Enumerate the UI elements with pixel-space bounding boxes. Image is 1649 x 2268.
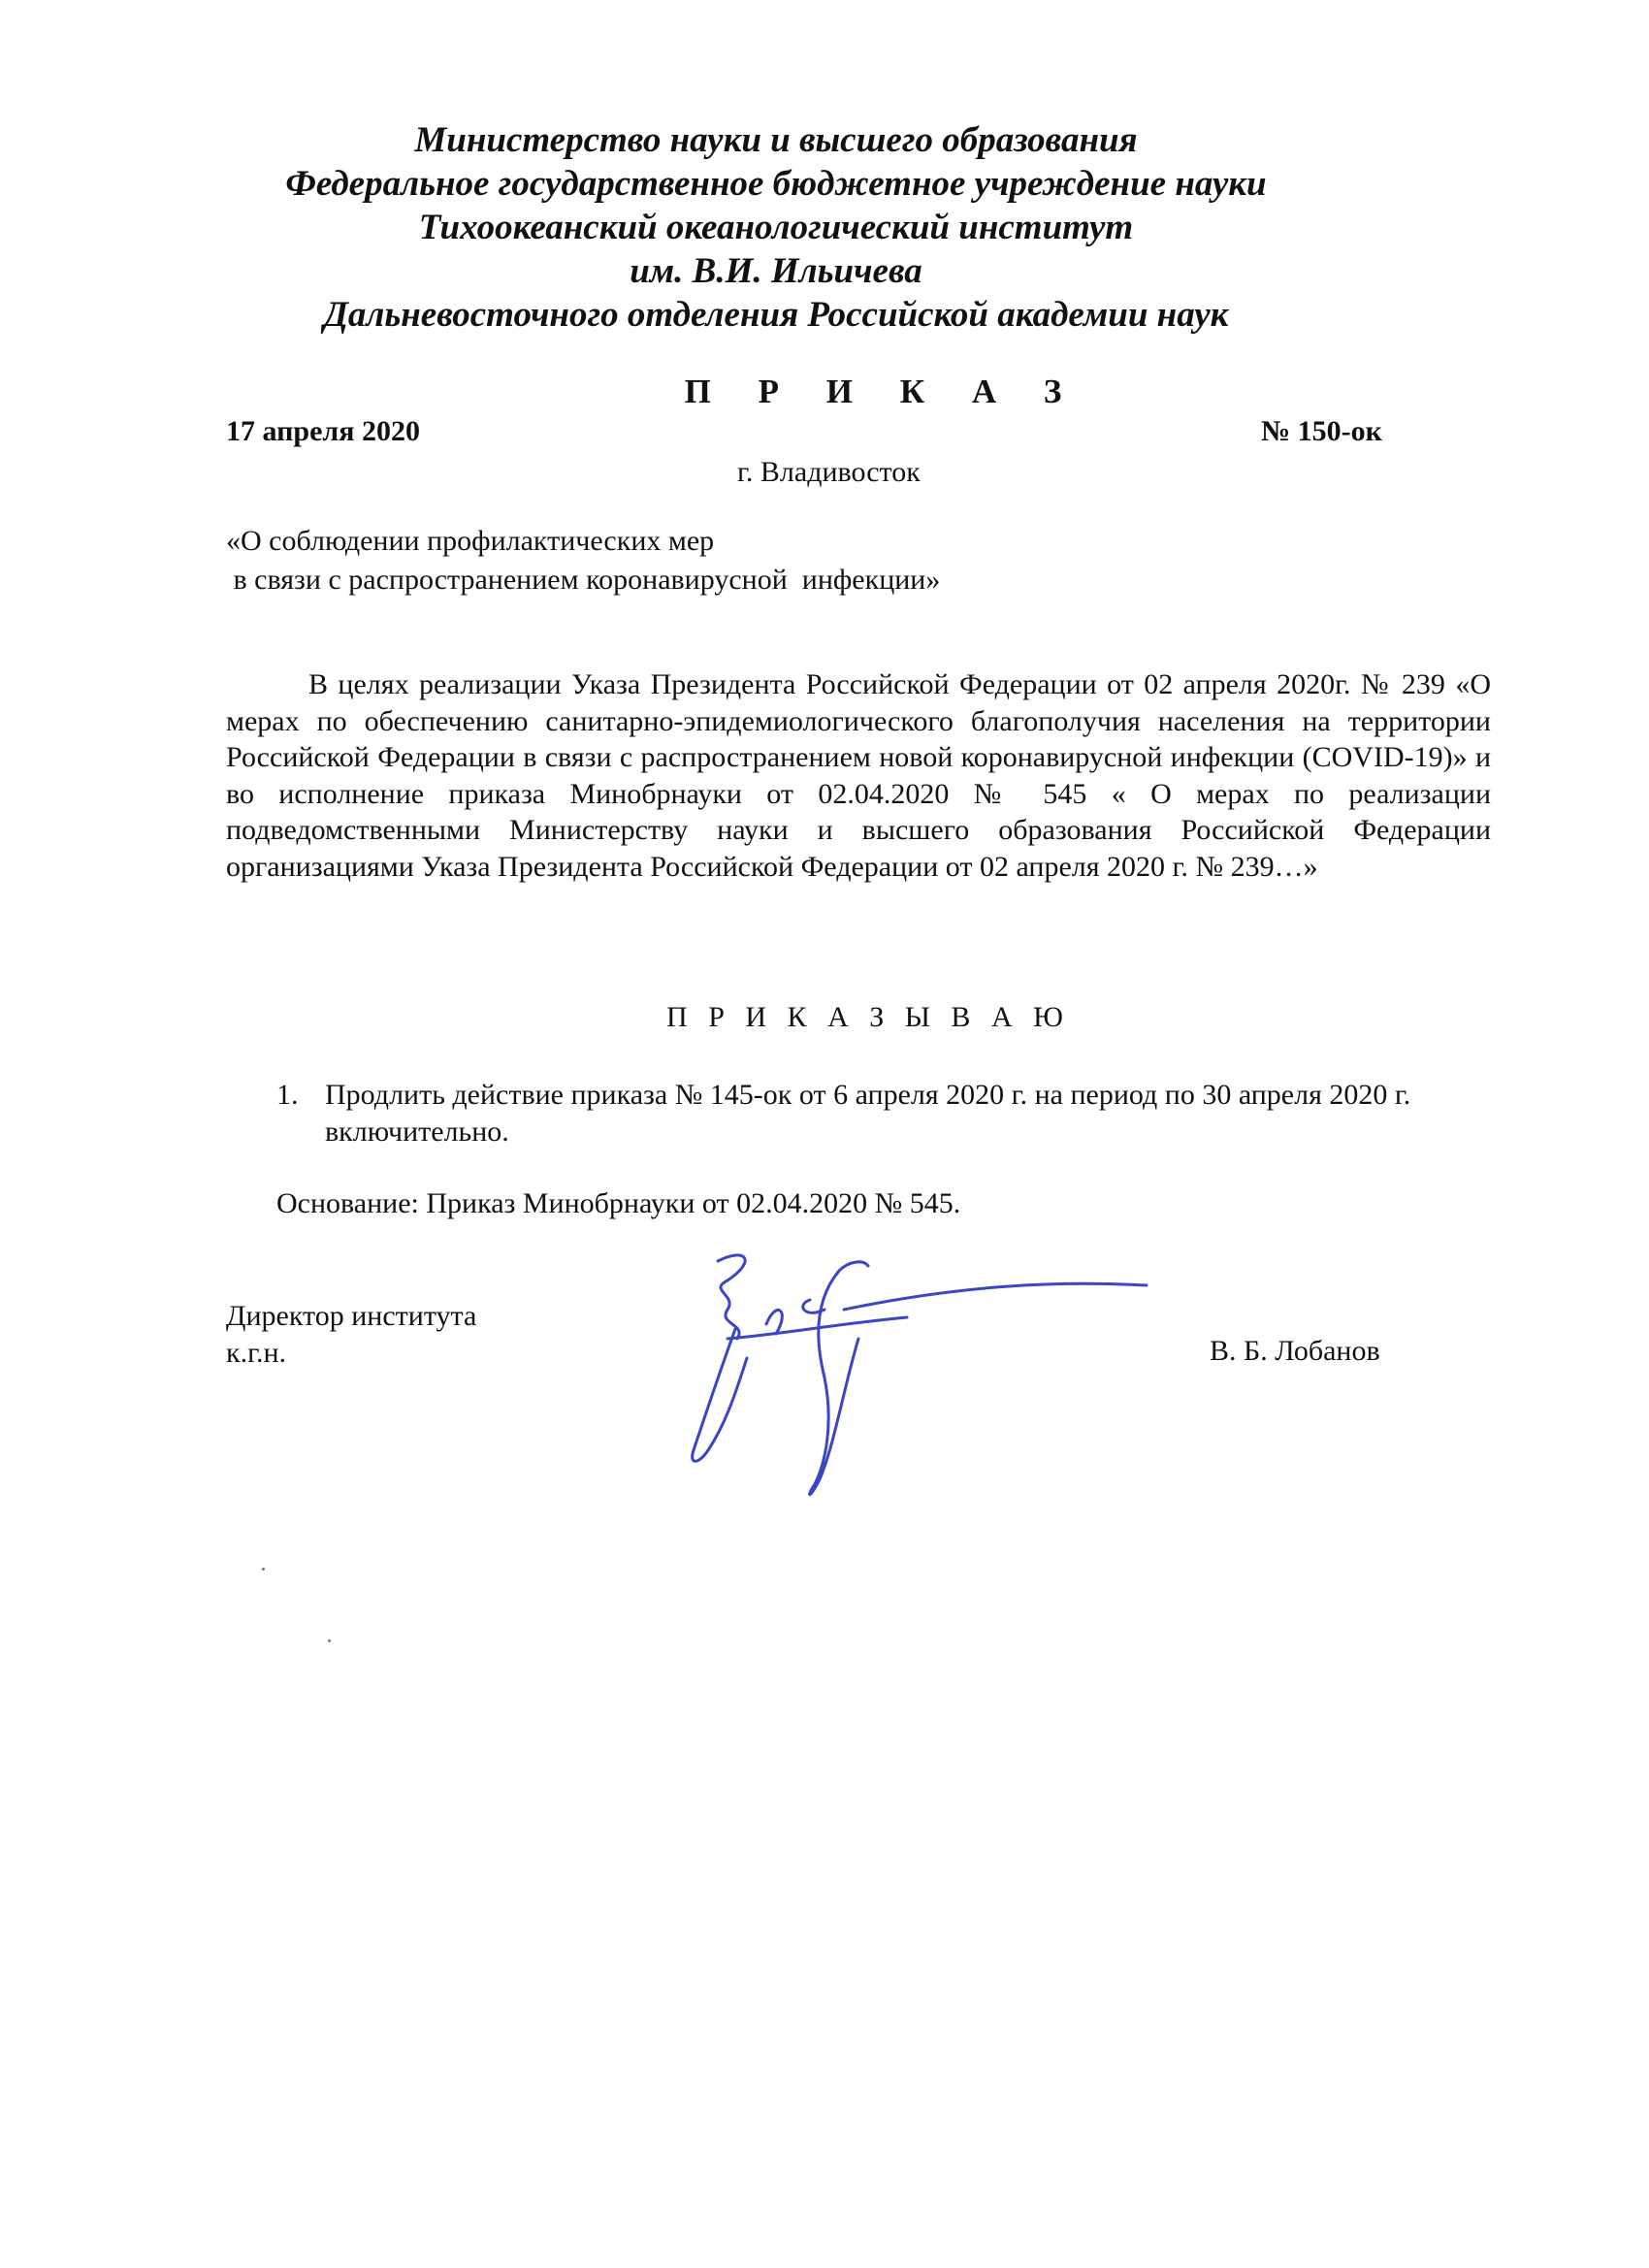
header-line: им. В.И. Ильичева: [630, 251, 922, 291]
header-line: Тихоокеанский океанологический институт: [418, 208, 1134, 247]
order-item-text: Продлить действие приказа № 145-ок от 6 апреля 2020 г. на период по 30 апреля 2020 г. включительно.: [325, 1079, 1411, 1148]
scan-speck: [262, 1568, 265, 1571]
header-line: Министерство науки и высшего образования: [414, 120, 1138, 160]
signer-title: [226, 1298, 476, 1372]
order-item: [276, 1077, 1484, 1150]
preamble-paragraph: В целях реализации Указа Президента Российской Федерации от 02 апреля 2020г. № 239 «О мерах по обеспечению санитарно-эпидемиологического благополучия населения на территории Российской Федерации в связи с распространением новой коронавирусной инфекции (COVID-19)» и во исполнение приказа Минобрнауки от 02.04.2020 № 545 « О мерах по реализации подведомственными Министерству науки и высшего образования Российской Федерации организациями Указа Президента Российской Федерации от 02 апреля 2020 г. № 239…»: [226, 668, 1491, 883]
document-number: № 150-ок: [1261, 415, 1382, 447]
subject-line: «О соблюдении профилактических мер: [226, 525, 715, 557]
document-subject: [226, 522, 940, 599]
handwritten-signature: [669, 1242, 1154, 1523]
organization-header: [223, 118, 1329, 337]
document-type: П Р И К А З: [684, 373, 1082, 410]
document-date: 17 апреля 2020: [226, 415, 420, 447]
header-line: Федеральное государственное бюджетное учреждение науки: [285, 164, 1267, 204]
document-city: г. Владивосток: [737, 456, 921, 488]
scan-speck: [328, 1639, 331, 1642]
order-heading: П Р И К А З Ы В А Ю: [666, 1001, 1070, 1033]
basis-line: Основание: Приказ Минобрнауки от 02.04.2020 № 545.: [276, 1187, 961, 1219]
signer-name: В. Б. Лобанов: [1210, 1335, 1380, 1367]
signer-degree: к.г.н.: [226, 1337, 287, 1369]
signer-position: Директор института: [226, 1300, 477, 1332]
subject-line: в связи с распространением коронавирусной инфекции»: [226, 564, 941, 596]
header-line: Дальневосточного отделения Российской академии наук: [323, 295, 1229, 335]
order-item-number: 1.: [276, 1079, 299, 1111]
